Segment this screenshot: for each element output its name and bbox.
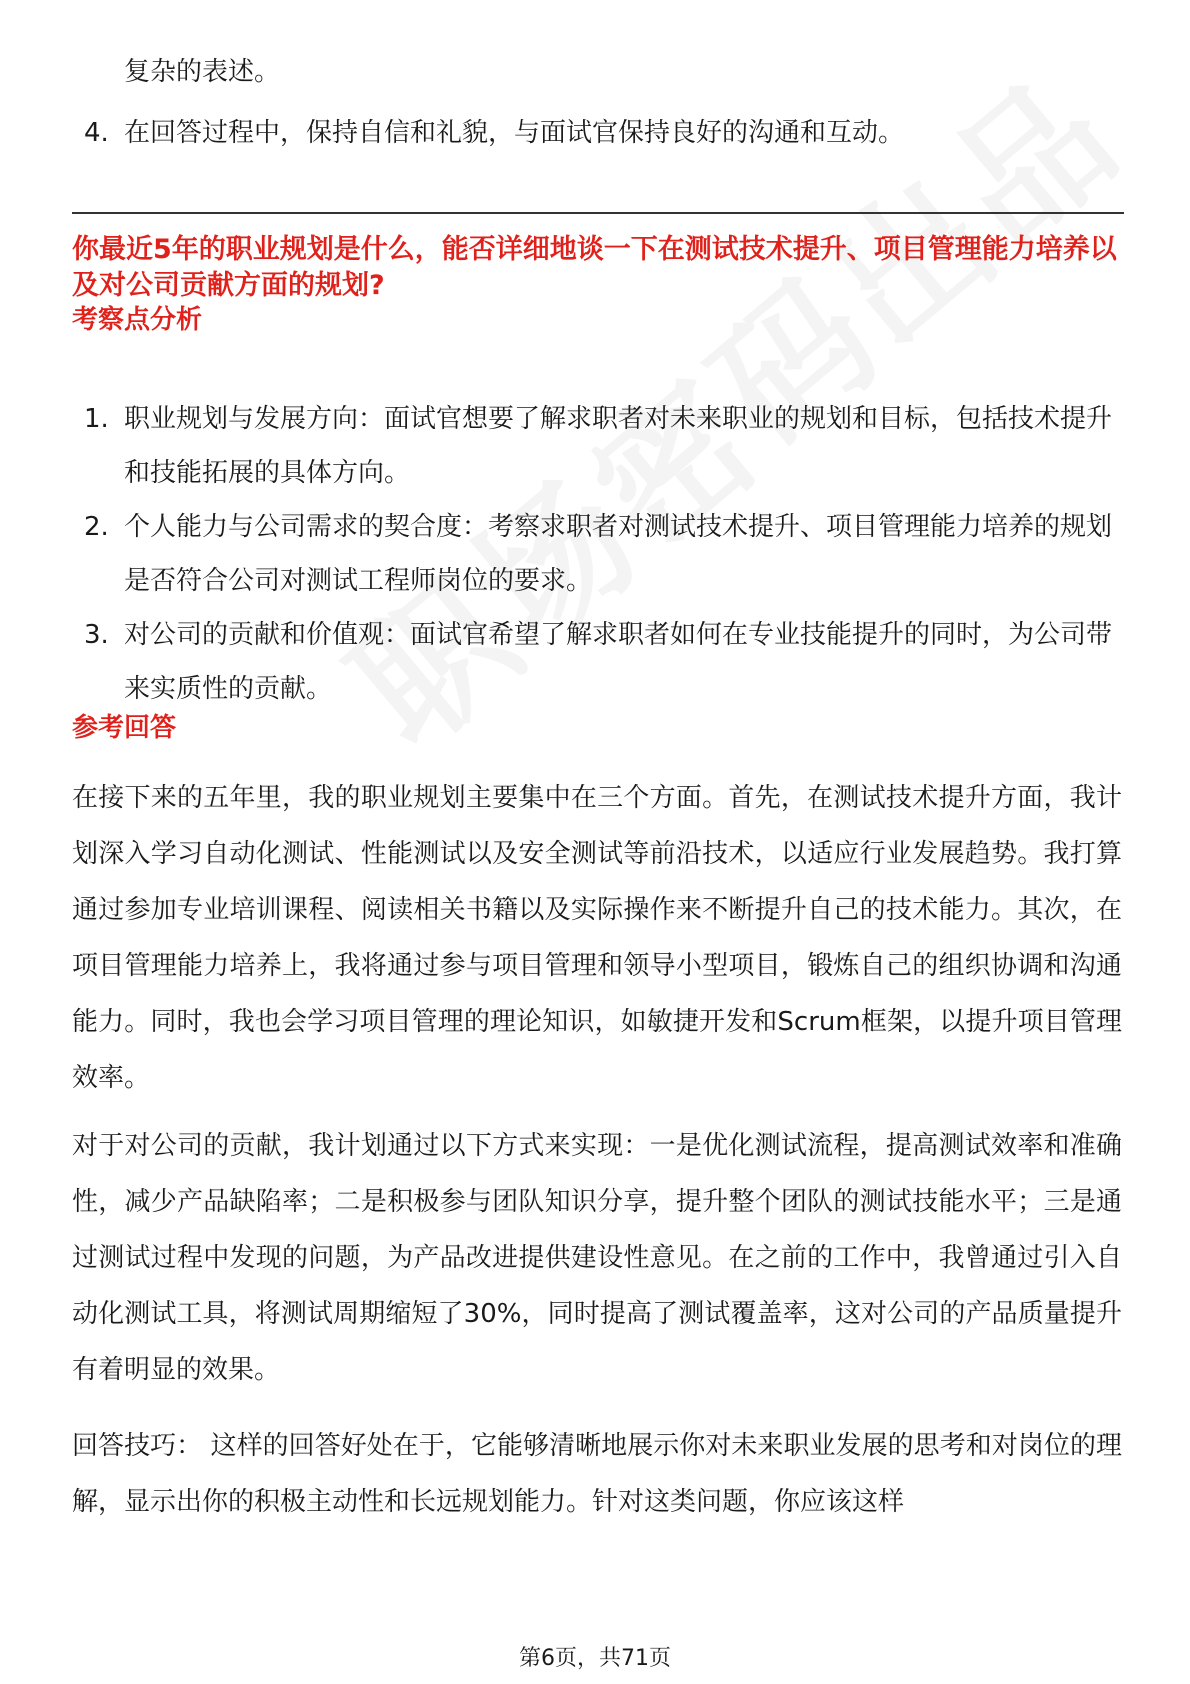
list-item-continuation: 复杂的表述。 xyxy=(124,57,281,87)
document-page xyxy=(72,0,1124,1684)
list-number: 1. xyxy=(84,404,109,434)
list-item-text: 个人能力与公司需求的契合度：考察求职者对测试技术提升、项目管理能力培养的规划是否符合公司对测试工程师岗位的要求。 xyxy=(124,512,1113,596)
list-item xyxy=(72,608,1124,716)
analysis-list xyxy=(72,392,1124,716)
list-item-text: 职业规划与发展方向：面试官想要了解求职者对未来职业的规划和目标，包括技术提升和技能拓展的具体方向。 xyxy=(124,404,1113,488)
list-item-text: 对公司的贡献和价值观：面试官希望了解求职者如何在专业技能提升的同时，为公司带来实质性的贡献。 xyxy=(124,620,1113,704)
section-divider xyxy=(72,212,1124,214)
list-number: 4. xyxy=(84,118,109,148)
answer-paragraph: 在接下来的五年里，我的职业规划主要集中在三个方面。首先，在测试技术提升方面，我计划深入学习自动化测试、性能测试以及安全测试等前沿技术，以适应行业发展趋势。我打算通过参加专业培训课程、阅读相关书籍以及实际操作来不断提升自己的技术能力。其次，在项目管理能力培养上，我将通过参与项目管理和领导小型项目，锻炼自己的组织协调和沟通能力。同时，我也会学习项目管理的理论知识，如敏捷开发和Scrum框架，以提升项目管理效率。 xyxy=(72,783,1122,1093)
page-number: 第6页，共71页 xyxy=(519,1646,671,1671)
answer-paragraph: 对于对公司的贡献，我计划通过以下方式来实现：一是优化测试流程，提高测试效率和准确性，减少产品缺陷率；二是积极参与团队知识分享，提升整个团队的测试技能水平；三是通过测试过程中发现的问题，为产品改进提供建设性意见。在之前的工作中，我曾通过引入自动化测试工具，将测试周期缩短了30%，同时提高了测试覆盖率，这对公司的产品质量提升有着明显的效果。 xyxy=(72,1131,1122,1385)
list-item-text: 在回答过程中，保持自信和礼貌，与面试官保持良好的沟通和互动。 xyxy=(124,118,905,148)
list-number: 3. xyxy=(84,620,109,650)
answer-title: 参考回答 xyxy=(72,713,177,743)
list-item xyxy=(72,500,1124,608)
list-item xyxy=(72,392,1124,500)
question-heading: 你最近5年的职业规划是什么，能否详细地谈一下在测试技术提升、项目管理能力培养以及对公司贡献方面的规划? xyxy=(72,234,1117,301)
list-number: 2. xyxy=(84,512,109,542)
list-item xyxy=(72,104,1124,162)
analysis-title: 考察点分析 xyxy=(72,305,203,335)
answer-tips-paragraph: 回答技巧： 这样的回答好处在于，它能够清晰地展示你对未来职业发展的思考和对岗位的理解，显示出你的积极主动性和长远规划能力。针对这类问题，你应该这样 xyxy=(72,1431,1122,1517)
previous-tips-list xyxy=(72,104,1124,162)
